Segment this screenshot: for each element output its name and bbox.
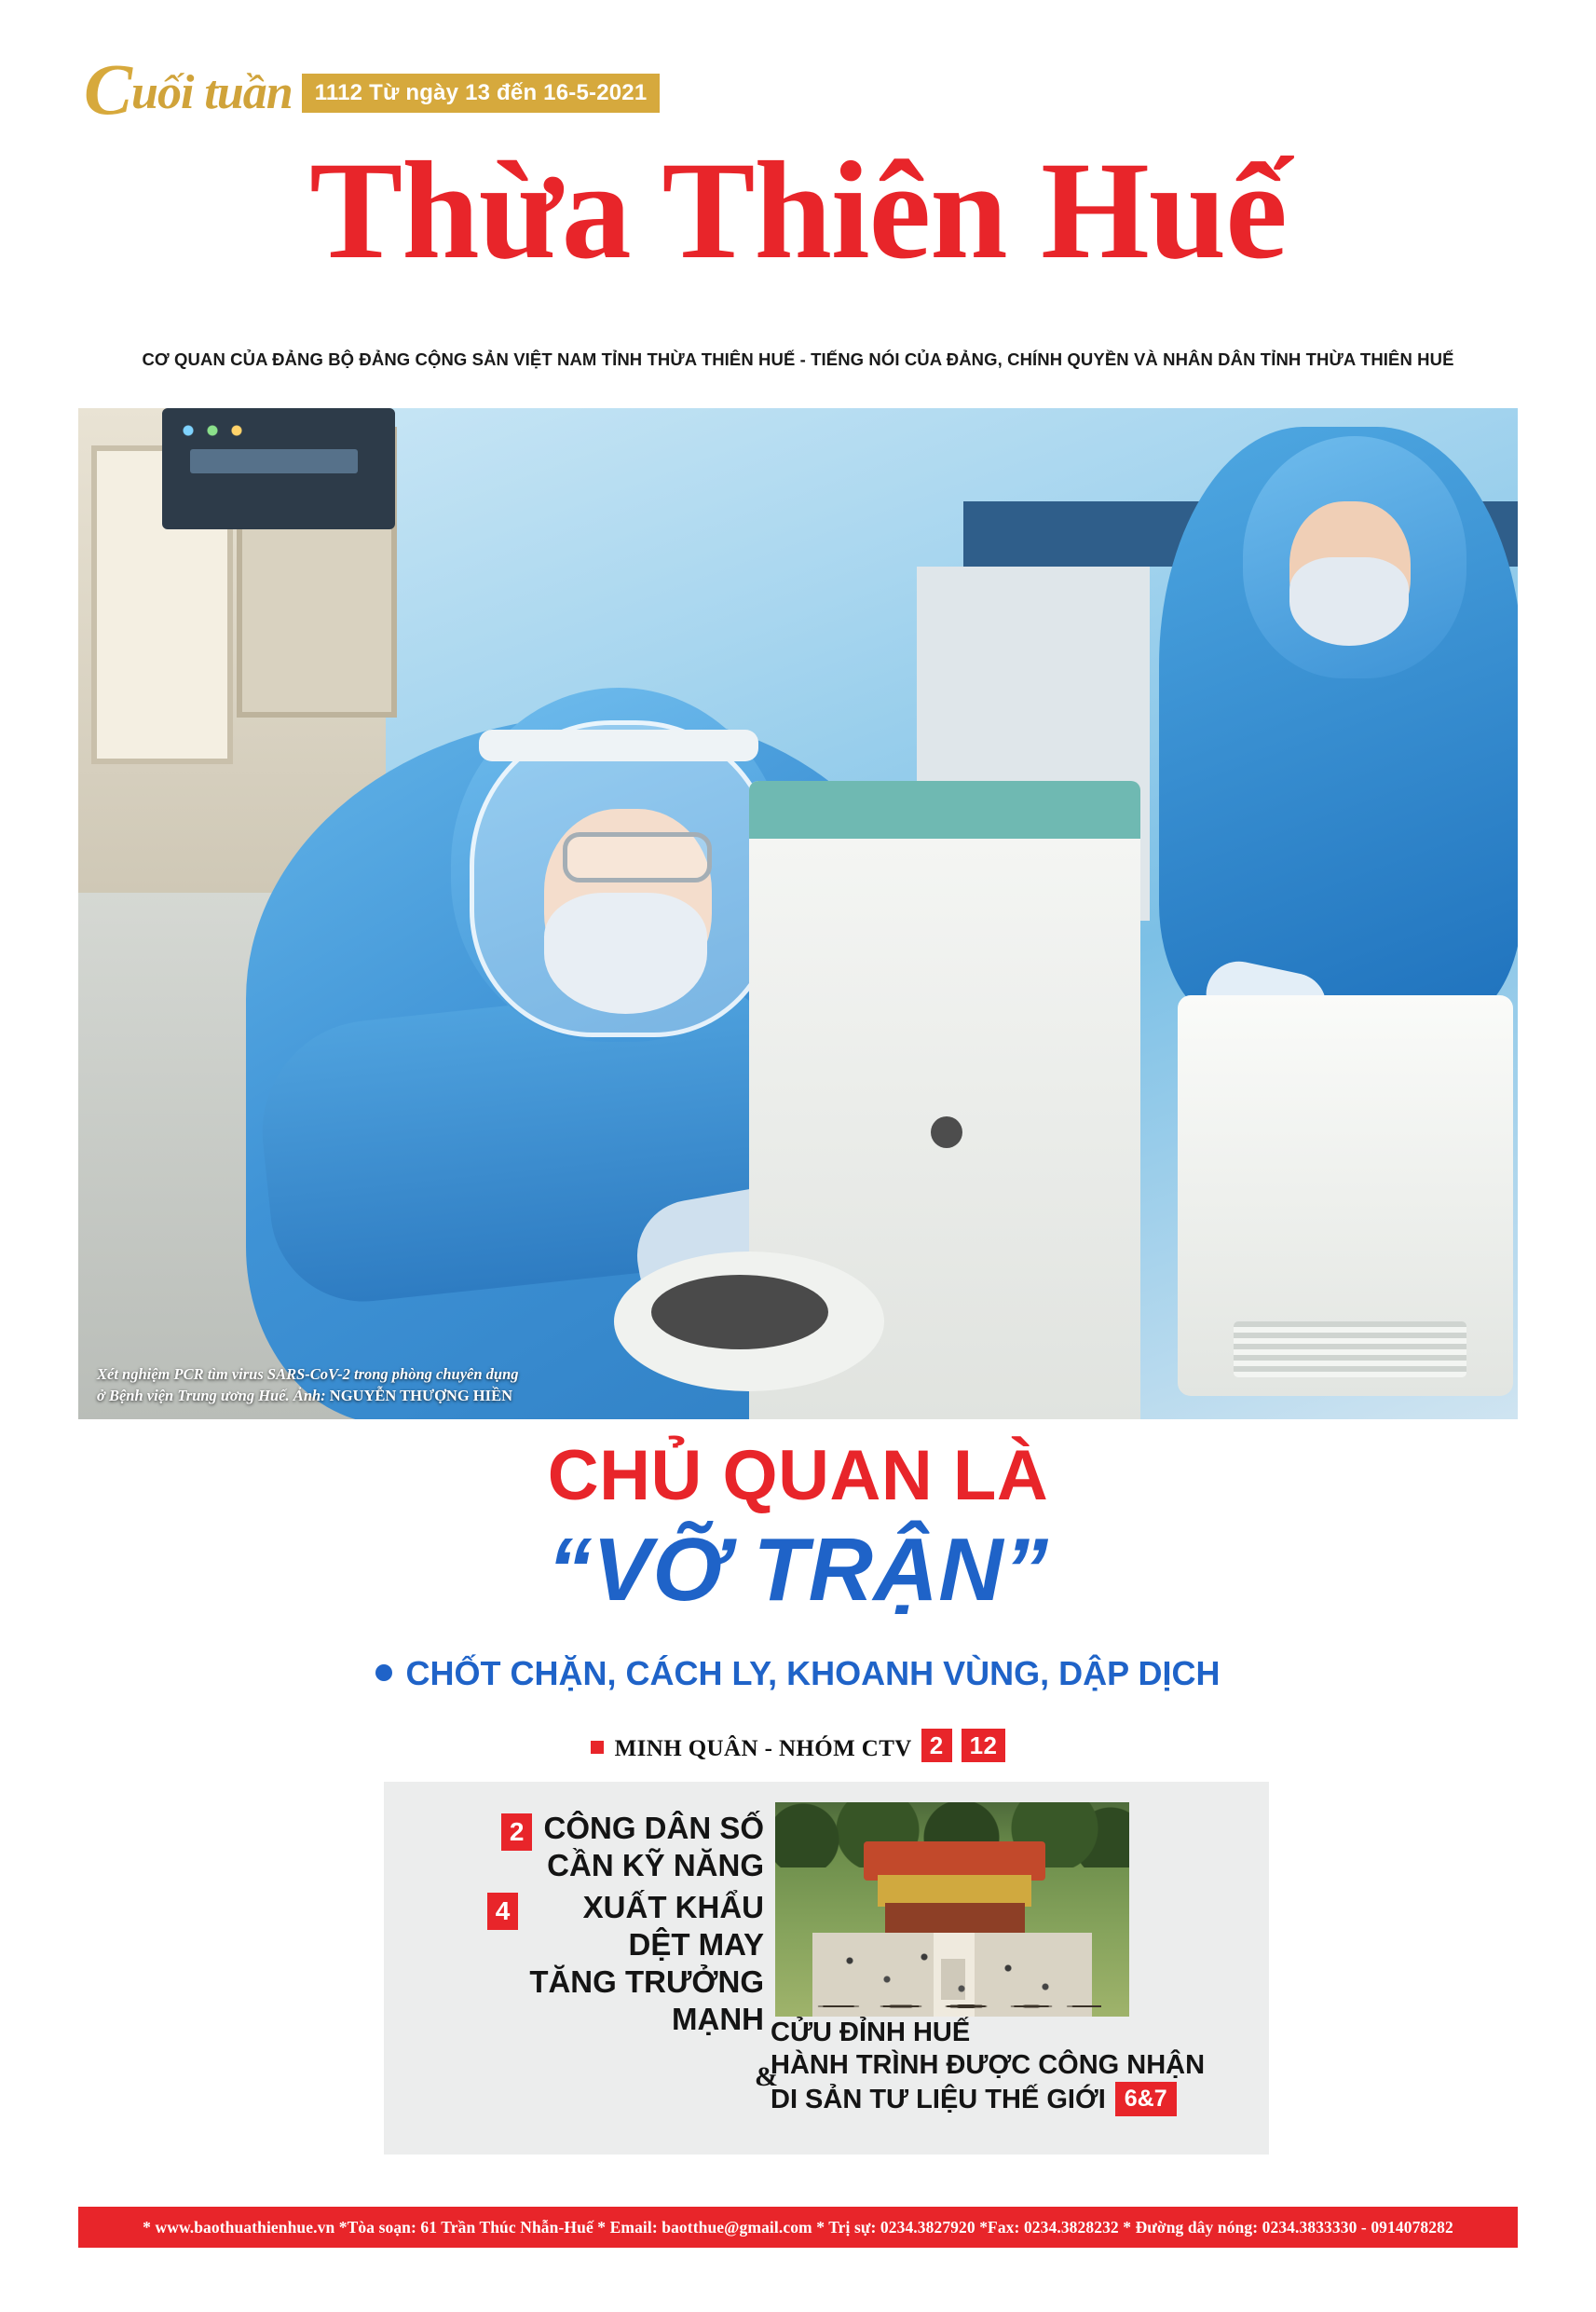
byline-text: MINH QUÂN - NHÓM CTV — [614, 1736, 912, 1761]
teaser-bottom-line1: CỬU ĐỈNH HUẾ — [771, 2018, 971, 2047]
headline-subline — [0, 1654, 1596, 1693]
photo-face-shield-band — [479, 730, 758, 761]
edition-logo-row — [84, 48, 660, 130]
page-title: Thừa Thiên Huế — [309, 133, 1287, 288]
photo-centrifuge-inner — [651, 1275, 828, 1349]
ampersand-glyph: & — [755, 2061, 778, 2092]
bullet-icon — [375, 1664, 392, 1681]
photo-caption-line2: ở Bệnh viện Trung ương Huế. Ảnh: — [97, 1386, 326, 1404]
teaser-page-2[interactable]: 4 — [487, 1893, 519, 1930]
list-item[interactable] — [401, 1810, 764, 1885]
hero-photo — [78, 408, 1518, 1419]
edition-logo — [84, 48, 293, 130]
square-bullet-icon — [591, 1741, 604, 1754]
photo-caption-line1: Xét nghiệm PCR tìm virus SARS-CoV-2 trong phòng chuyên dụng — [97, 1365, 519, 1384]
teaser-bottom-line2: HÀNH TRÌNH ĐƯỢC CÔNG NHẬN — [771, 2049, 1206, 2080]
teaser-photo-roof-lower — [878, 1875, 1031, 1907]
byline — [0, 1729, 1596, 1762]
headline-subline-text: CHỐT CHẶN, CÁCH LY, KHOANH VÙNG, DẬP DỊCH — [405, 1654, 1221, 1692]
teaser-item-1-line2: CẦN KỸ NĂNG — [547, 1848, 764, 1883]
photo-machine-top — [749, 781, 1140, 839]
photo-technician-back-mask — [1289, 557, 1409, 646]
teaser-photo-urns — [812, 1993, 1101, 2017]
footer-text: * www.baothuathienhue.vn *Tòa soạn: 61 Trần Thúc Nhẫn-Huế * Email: baotthue@gmail.com * Trị sự: 0234.3827920 *Fax: 0234.3828232 * Đường dây nóng: 0234.3833330 - 0914078282 — [143, 2217, 1453, 2237]
photo-credit: NGUYỄN THƯỢNG HIỀN — [329, 1386, 512, 1404]
list-item[interactable] — [401, 1889, 764, 2039]
teaser-item-2-line3: TĂNG TRƯỞNG — [529, 1964, 764, 1999]
teaser-page-1[interactable]: 2 — [501, 1813, 533, 1851]
teaser-box — [384, 1782, 1269, 2155]
issue-badge: 1112 Từ ngày 13 đến 16-5-2021 — [302, 74, 661, 113]
teaser-bottom-line3: DI SẢN TƯ LIỆU THẾ GIỚI — [771, 2084, 1106, 2114]
teaser-photo — [775, 1802, 1129, 2017]
teaser-photo-building — [885, 1903, 1025, 1935]
page-ref-1[interactable]: 2 — [921, 1729, 952, 1762]
logo-initial-c: C — [84, 48, 132, 130]
teaser-item-1-text — [543, 1810, 764, 1885]
photo-monitor-band — [190, 449, 358, 473]
photo-face-shield — [470, 720, 777, 1037]
photo-monitor-lights — [181, 425, 255, 436]
teaser-list — [401, 1810, 764, 2039]
teaser-item-2-line4: MẠNH — [672, 2002, 764, 2037]
photo-caption — [97, 1364, 675, 1406]
teaser-bottom-page-ref[interactable]: 6&7 — [1115, 2082, 1177, 2116]
page-ref-2[interactable]: 12 — [962, 1729, 1006, 1762]
headline-line-1: CHỦ QUAN LÀ — [547, 1436, 1049, 1515]
photo-machine-vent — [1234, 1321, 1466, 1377]
edition-label: uối tuần — [131, 66, 293, 119]
teaser-item-2-line1: XUẤT KHẨU — [582, 1889, 764, 1924]
photo-machine-hole — [931, 1116, 962, 1148]
footer-bar — [78, 2207, 1518, 2248]
teaser-bottom-text — [771, 2017, 1255, 2116]
masthead-subtitle: CƠ QUAN CỦA ĐẢNG BỘ ĐẢNG CỘNG SẢN VIỆT NAM TỈNH THỪA THIÊN HUẾ - TIẾNG NÓI CỦA ĐẢNG, CHÍNH QUYỀN VÀ NHÂN DÂN TỈNH THỪA THIÊN HUẾ — [142, 349, 1454, 369]
teaser-item-2-line2: DỆT MAY — [628, 1926, 764, 1962]
teaser-item-1-line1: CÔNG DÂN SỐ — [543, 1811, 764, 1845]
teaser-item-2-text — [529, 1889, 764, 2039]
headline-line-2: “VỠ TRẬN” — [547, 1520, 1049, 1620]
